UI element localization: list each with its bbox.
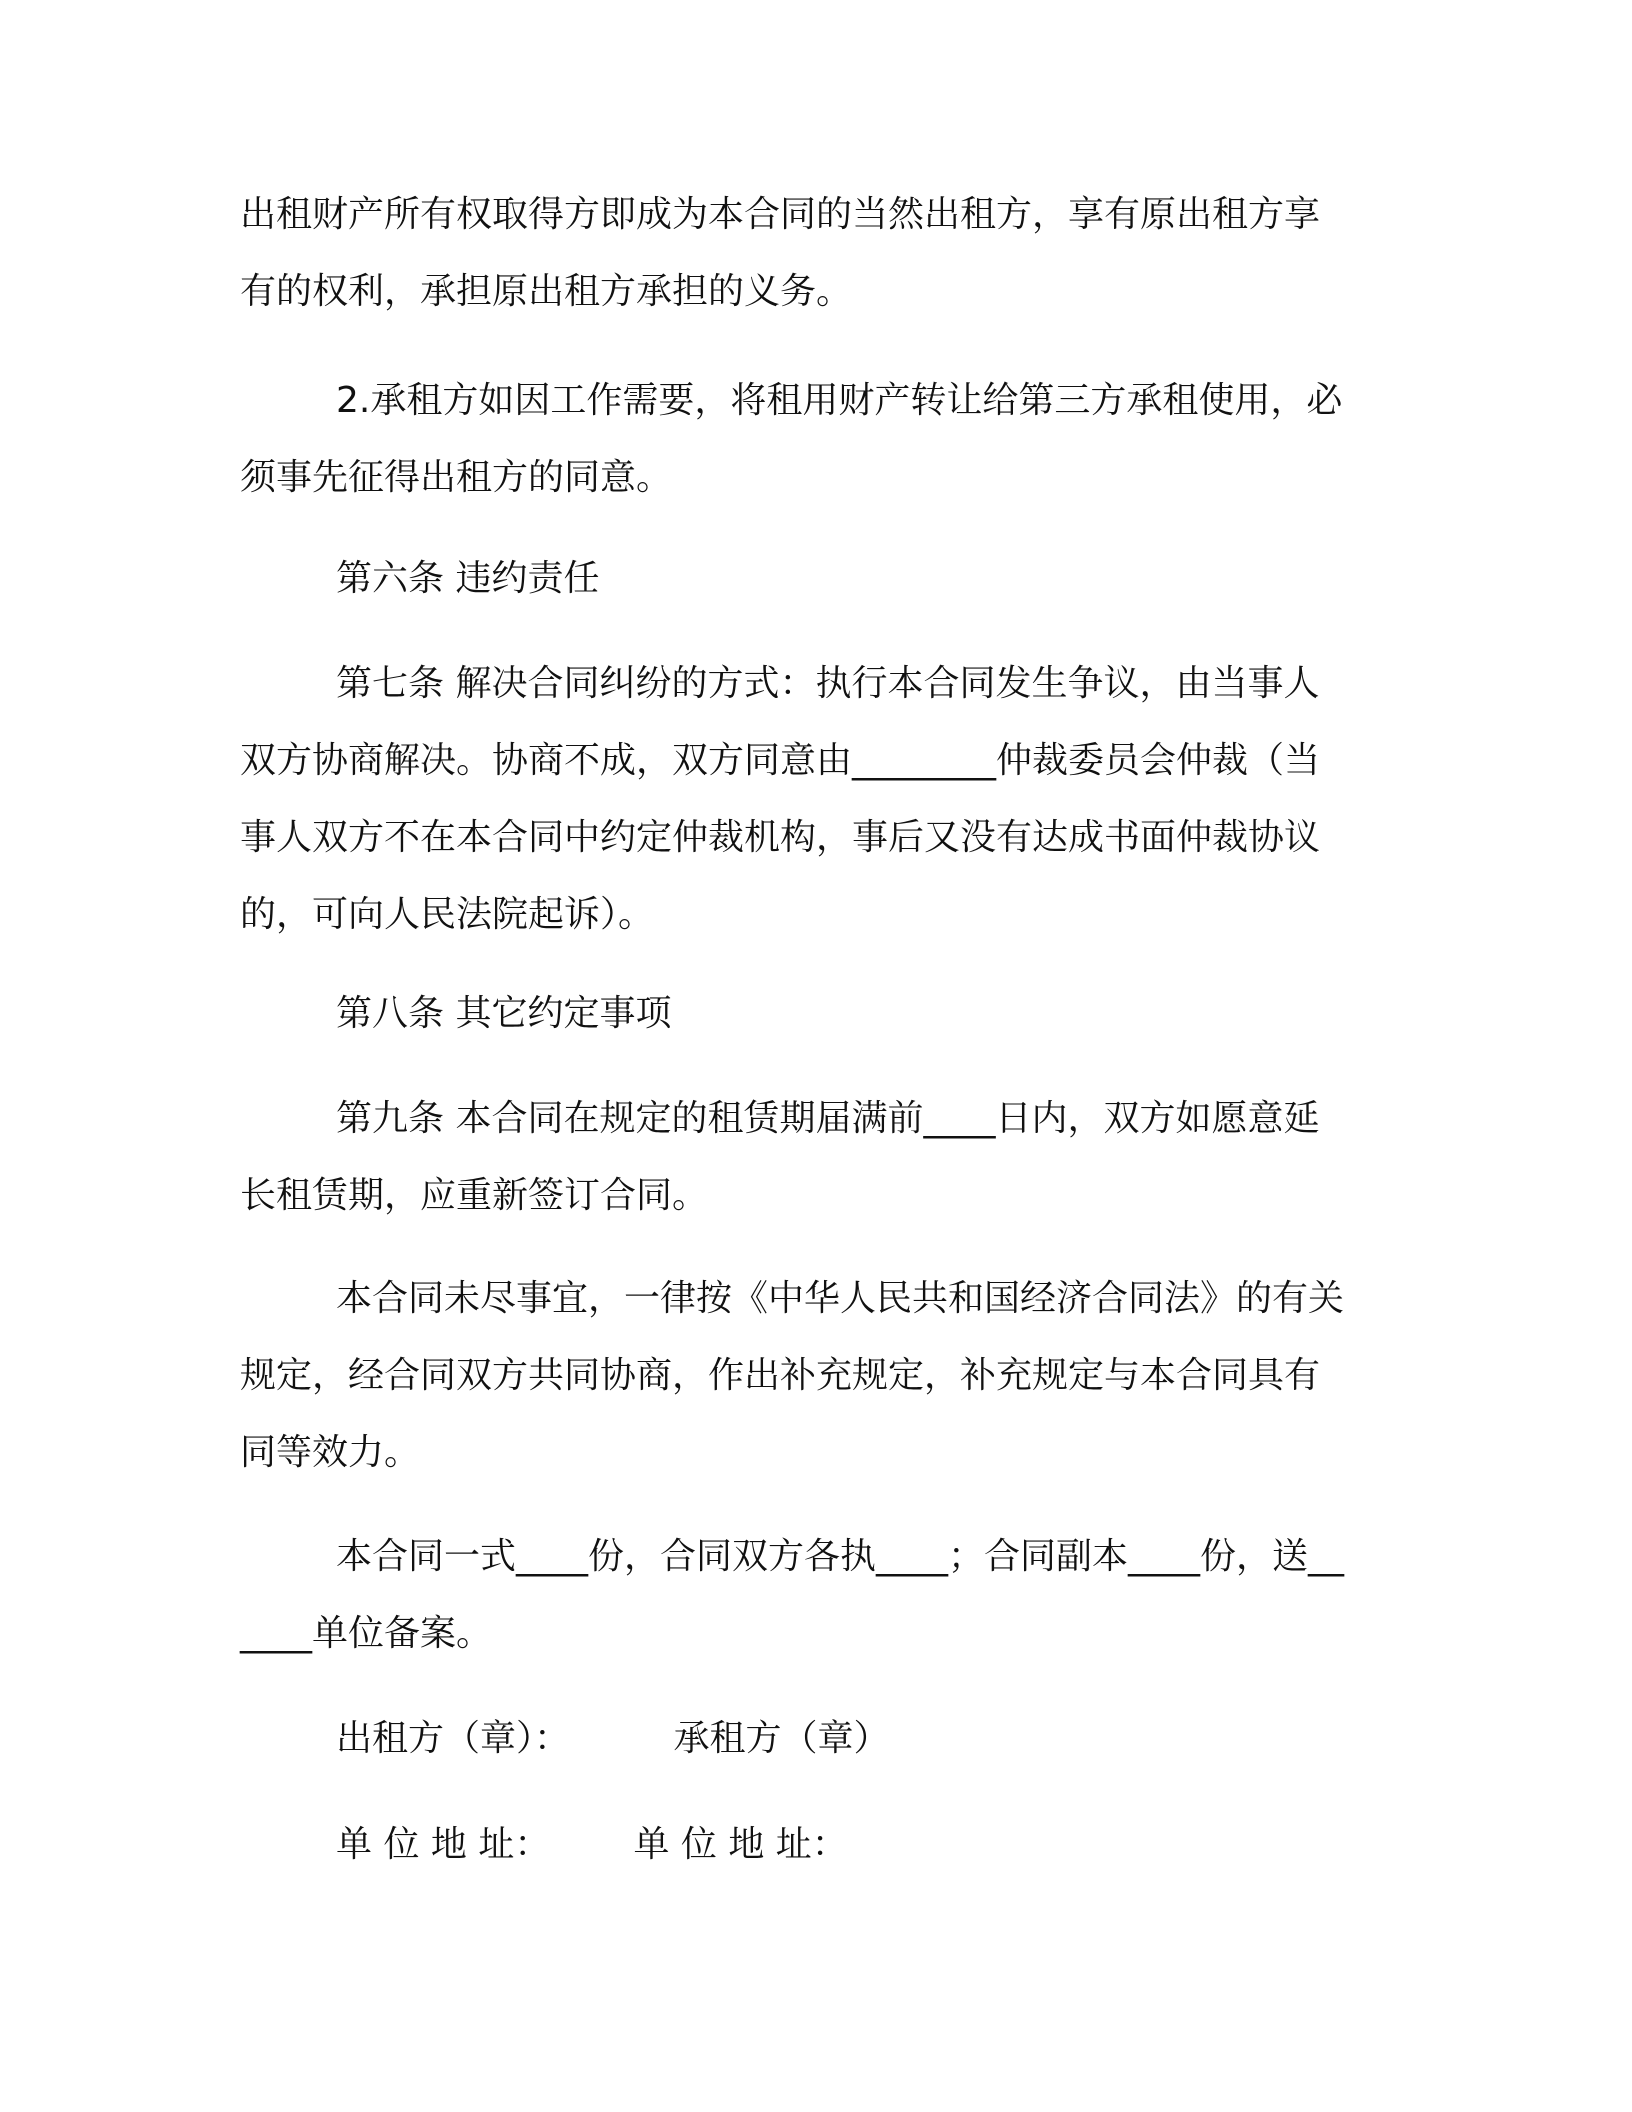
text-line: 规定，经合同双方共同协商，作出补充规定，补充规定与本合同具有 (240, 1355, 1321, 1396)
paragraph-unresolved-matters (240, 1260, 1380, 1491)
text-line: 同等效力。 (240, 1432, 421, 1473)
text-line: 双方协商解决。协商不成，双方同意由________仲裁委员会仲裁（当 (240, 740, 1321, 781)
article-8-heading (336, 975, 1380, 1052)
lessee-address-label: 单 位 地 址： (633, 1824, 848, 1865)
text-line: 本合同一式____份，合同双方各执____；合同副本____份，送__ (336, 1536, 1345, 1577)
signature-seal-row (336, 1700, 889, 1777)
paragraph-lessor-succession (240, 176, 1380, 330)
lessee-seal-label: 承租方（章） (673, 1718, 890, 1759)
article-6-heading (336, 540, 1380, 617)
text-line: 有的权利，承担原出租方承担的义务。 (240, 271, 853, 312)
paragraph-article-7-dispute (240, 645, 1380, 953)
text-line: 第九条 本合同在规定的租赁期届满前____日内，双方如愿意延 (336, 1098, 1320, 1139)
lessor-seal-label: 出租方（章）： (336, 1718, 571, 1759)
text-line: 本合同未尽事宜，一律按《中华人民共和国经济合同法》的有关 (336, 1278, 1345, 1319)
text-line: 2.承租方如因工作需要，将租用财产转让给第三方承租使用，必 (336, 380, 1343, 421)
text-line: 的，可向人民法院起诉）。 (240, 894, 655, 935)
paragraph-sublease-consent (240, 362, 1380, 516)
text-line: 第六条 违约责任 (336, 558, 600, 599)
paragraph-article-9-renewal (240, 1080, 1380, 1234)
text-line: 事人双方不在本合同中约定仲裁机构，事后又没有达成书面仲裁协议 (240, 817, 1321, 858)
text-line: 长租赁期，应重新签订合同。 (240, 1175, 709, 1216)
paragraph-copies (240, 1518, 1380, 1672)
text-line: 第八条 其它约定事项 (336, 993, 672, 1034)
text-line: 须事先征得出租方的同意。 (240, 457, 673, 498)
lessor-address-label: 单 位 地 址： (336, 1824, 551, 1865)
text-line: ____单位备案。 (240, 1613, 493, 1654)
document-page (240, 0, 1380, 2112)
text-line: 第七条 解决合同纠纷的方式：执行本合同发生争议，由当事人 (336, 663, 1320, 704)
text-line: 出租财产所有权取得方即成为本合同的当然出租方，享有原出租方享 (240, 194, 1321, 235)
signature-address-row (336, 1806, 848, 1883)
